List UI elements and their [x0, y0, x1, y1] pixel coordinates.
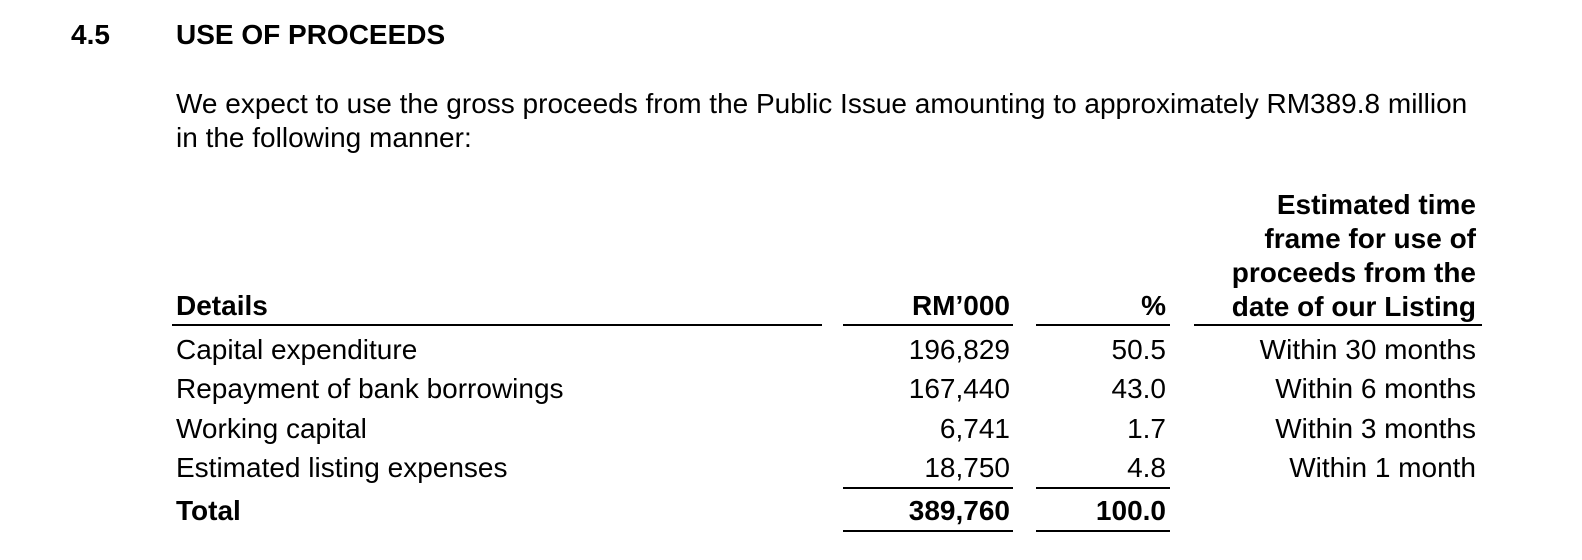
- row-percent: 43.0: [1111, 373, 1166, 404]
- row-percent: 50.5: [1111, 334, 1166, 365]
- row-percent: 1.7: [1127, 413, 1166, 444]
- total-rule-percent: [1036, 530, 1170, 532]
- row-details: Capital expenditure: [176, 334, 418, 365]
- total-percent: 100.0: [1095, 495, 1166, 526]
- table-row: [0, 330, 1582, 369]
- row-amount: 18,750: [924, 452, 1010, 483]
- total-label: Total: [176, 495, 241, 526]
- row-amount: 6,741: [939, 413, 1010, 444]
- section-title: USE OF PROCEEDS: [176, 19, 446, 50]
- row-details: Working capital: [176, 413, 367, 444]
- header-time-frame-line: proceeds from the: [1231, 257, 1476, 288]
- intro-paragraph: [176, 87, 1516, 155]
- section-number: 4.5: [71, 19, 110, 50]
- header-rule-percent: [1036, 324, 1170, 326]
- row-time-frame: Within 6 months: [1275, 373, 1476, 404]
- table-row: [0, 369, 1582, 408]
- total-amount: 389,760: [908, 495, 1010, 526]
- table-row: [0, 448, 1582, 487]
- row-details: Estimated listing expenses: [176, 452, 508, 483]
- row-time-frame: Within 3 months: [1275, 413, 1476, 444]
- intro-line: in the following manner:: [176, 122, 472, 153]
- header-details: Details: [176, 290, 268, 321]
- table-row: [0, 409, 1582, 448]
- subtotal-rule-amount: [843, 487, 1013, 489]
- subtotal-rule-percent: [1036, 487, 1170, 489]
- header-rule-time-frame: [1194, 324, 1482, 326]
- header-rule-details: [172, 324, 822, 326]
- header-percent: %: [1141, 290, 1166, 321]
- header-rule-amount: [843, 324, 1013, 326]
- row-amount: 167,440: [908, 373, 1010, 404]
- row-details: Repayment of bank borrowings: [176, 373, 564, 404]
- header-time-frame-line: date of our Listing: [1231, 291, 1476, 322]
- row-percent: 4.8: [1127, 452, 1166, 483]
- row-time-frame: Within 30 months: [1259, 334, 1476, 365]
- header-time-frame-line: Estimated time: [1276, 189, 1476, 220]
- total-rule-amount: [843, 530, 1013, 532]
- row-time-frame: Within 1 month: [1289, 452, 1476, 483]
- header-time-frame-line: frame for use of: [1264, 223, 1476, 254]
- row-amount: 196,829: [908, 334, 1010, 365]
- intro-line: We expect to use the gross proceeds from the Public Issue amounting to approximately RM389.8 million: [176, 88, 1468, 119]
- total-row: [0, 491, 1582, 530]
- header-time-frame: [1196, 188, 1476, 324]
- header-amount: RM’000: [911, 290, 1010, 321]
